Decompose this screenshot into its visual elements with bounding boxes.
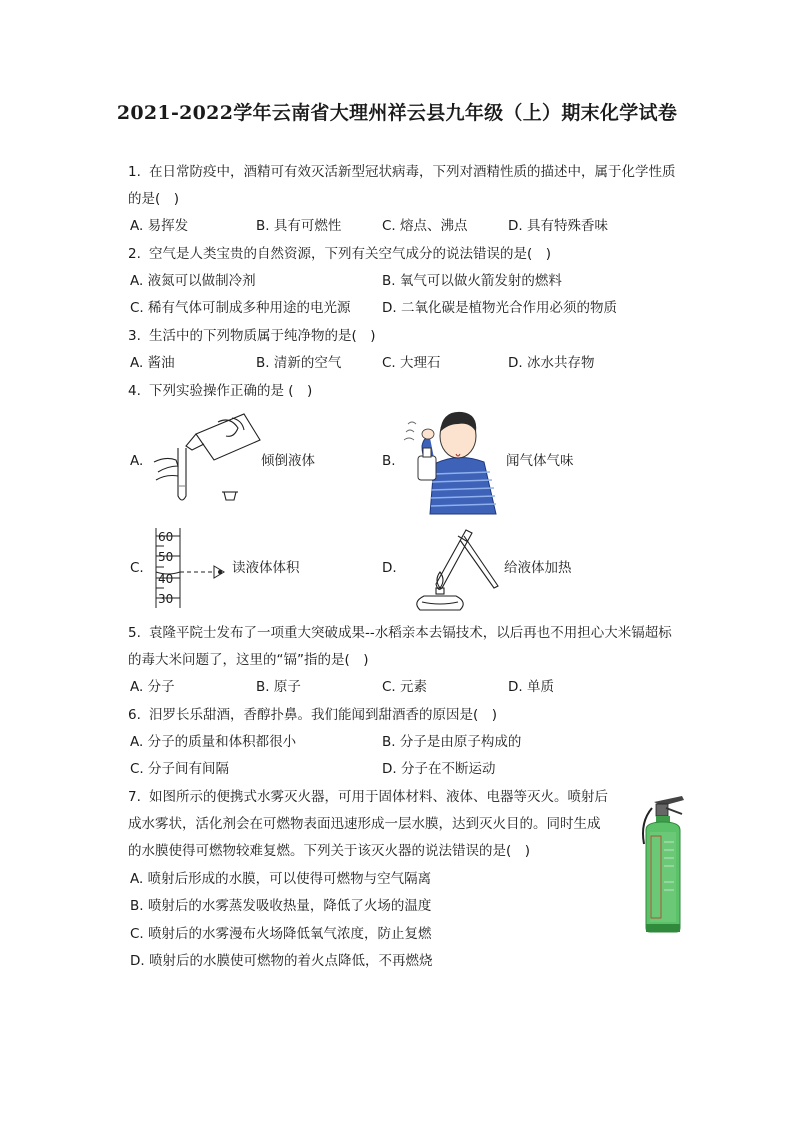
option-c: C. 喷射后的水雾漫布火场降低氧气浓度，防止复燃 <box>130 926 432 942</box>
option-b: B. 氧气可以做火箭发射的燃料 <box>382 273 562 289</box>
option-a: A. 分子的质量和体积都很小 <box>130 734 297 750</box>
option-a: A. 喷射后形成的水膜，可以使得可燃物与空气隔离 <box>130 871 432 887</box>
option-d: D. 具有特殊香味 <box>508 218 608 234</box>
question-number: 2. <box>128 246 141 262</box>
option-c: C. 元素 <box>382 679 428 695</box>
option-c: C. 分子间有间隔 <box>130 761 230 777</box>
fire-extinguisher-figure <box>636 792 696 934</box>
question-text: 的是( ) <box>128 191 180 207</box>
option-a: A. 液氮可以做制冷剂 <box>130 273 256 289</box>
option-a: A. 酱油 <box>130 355 175 371</box>
question-text: 生活中的下列物质属于纯净物的是( ) <box>149 328 376 344</box>
question-number: 7. <box>128 789 141 805</box>
question-text: 成水雾状，活化剂会在可燃物表面迅速形成一层水膜，达到灭火目的。同时生成 <box>128 816 601 832</box>
tick-label: 40 <box>158 572 174 586</box>
tick-label: 60 <box>158 530 174 544</box>
option-c: C. 稀有气体可制成多种用途的电光源 <box>130 300 351 316</box>
option-c: C. <box>130 560 144 576</box>
question-text: 的水膜使得可燃物较难复燃。下列关于该灭火器的说法错误的是( ) <box>128 843 531 859</box>
caption-smelling: 闻气体气味 <box>506 453 574 469</box>
pouring-liquid-figure <box>148 410 268 506</box>
caption-pouring: 倾倒液体 <box>261 453 315 469</box>
caption-heating: 给液体加热 <box>504 560 572 576</box>
option-a: A. 分子 <box>130 679 175 695</box>
question-text: 如图所示的便携式水雾灭火器，可用于固体材料、液体、电器等灭火。喷射后 <box>149 789 608 805</box>
question-text: 下列实验操作正确的是 ( ) <box>149 383 313 399</box>
option-c: C. 大理石 <box>382 355 441 371</box>
option-a: A. 易挥发 <box>130 218 189 234</box>
question-text: 空气是人类宝贵的自然资源，下列有关空气成分的说法错误的是( ) <box>149 246 552 262</box>
heating-liquid-figure <box>400 522 504 614</box>
option-d: D. 单质 <box>508 679 554 695</box>
question-text: 在日常防疫中，酒精可有效灭活新型冠状病毒，下列对酒精性质的描述中，属于化学性质 <box>149 164 676 180</box>
option-b: B. <box>382 453 396 469</box>
question-text: 的毒大米问题了，这里的“镉”指的是( ) <box>128 652 369 668</box>
tick-label: 30 <box>158 592 174 606</box>
question-text: 汨罗长乐甜酒，香醇扑鼻。我们能闻到甜酒香的原因是( ) <box>149 707 498 723</box>
option-b: B. 具有可燃性 <box>256 218 342 234</box>
option-b: B. 分子是由原子构成的 <box>382 734 522 750</box>
option-d: D. 冰水共存物 <box>508 355 595 371</box>
option-d: D. <box>382 560 397 576</box>
tick-label: 50 <box>158 550 174 564</box>
option-c: C. 熔点、沸点 <box>382 218 468 234</box>
question-number: 4. <box>128 383 141 399</box>
question-number: 5. <box>128 625 141 641</box>
smelling-gas-figure <box>400 402 504 514</box>
option-a: A. <box>130 453 144 469</box>
option-b: B. 原子 <box>256 679 301 695</box>
caption-reading-volume: 读液体体积 <box>232 560 300 576</box>
option-d: D. 分子在不断运动 <box>382 761 496 777</box>
question-text: 袁隆平院士发布了一项重大突破成果--水稻亲本去镉技术，以后再也不用担心大米镉超标 <box>149 625 672 641</box>
option-d: D. 二氧化碳是植物光合作用必须的物质 <box>382 300 617 316</box>
page-title: 2021-2022学年云南省大理州祥云县九年级（上）期末化学试卷 <box>116 102 678 124</box>
question-number: 1. <box>128 164 141 180</box>
option-d: D. 喷射后的水膜使可燃物的着火点降低，不再燃烧 <box>130 953 433 969</box>
question-number: 3. <box>128 328 141 344</box>
option-b: B. 清新的空气 <box>256 355 342 371</box>
option-b: B. 喷射后的水雾蒸发吸收热量，降低了火场的温度 <box>130 898 432 914</box>
question-number: 6. <box>128 707 141 723</box>
